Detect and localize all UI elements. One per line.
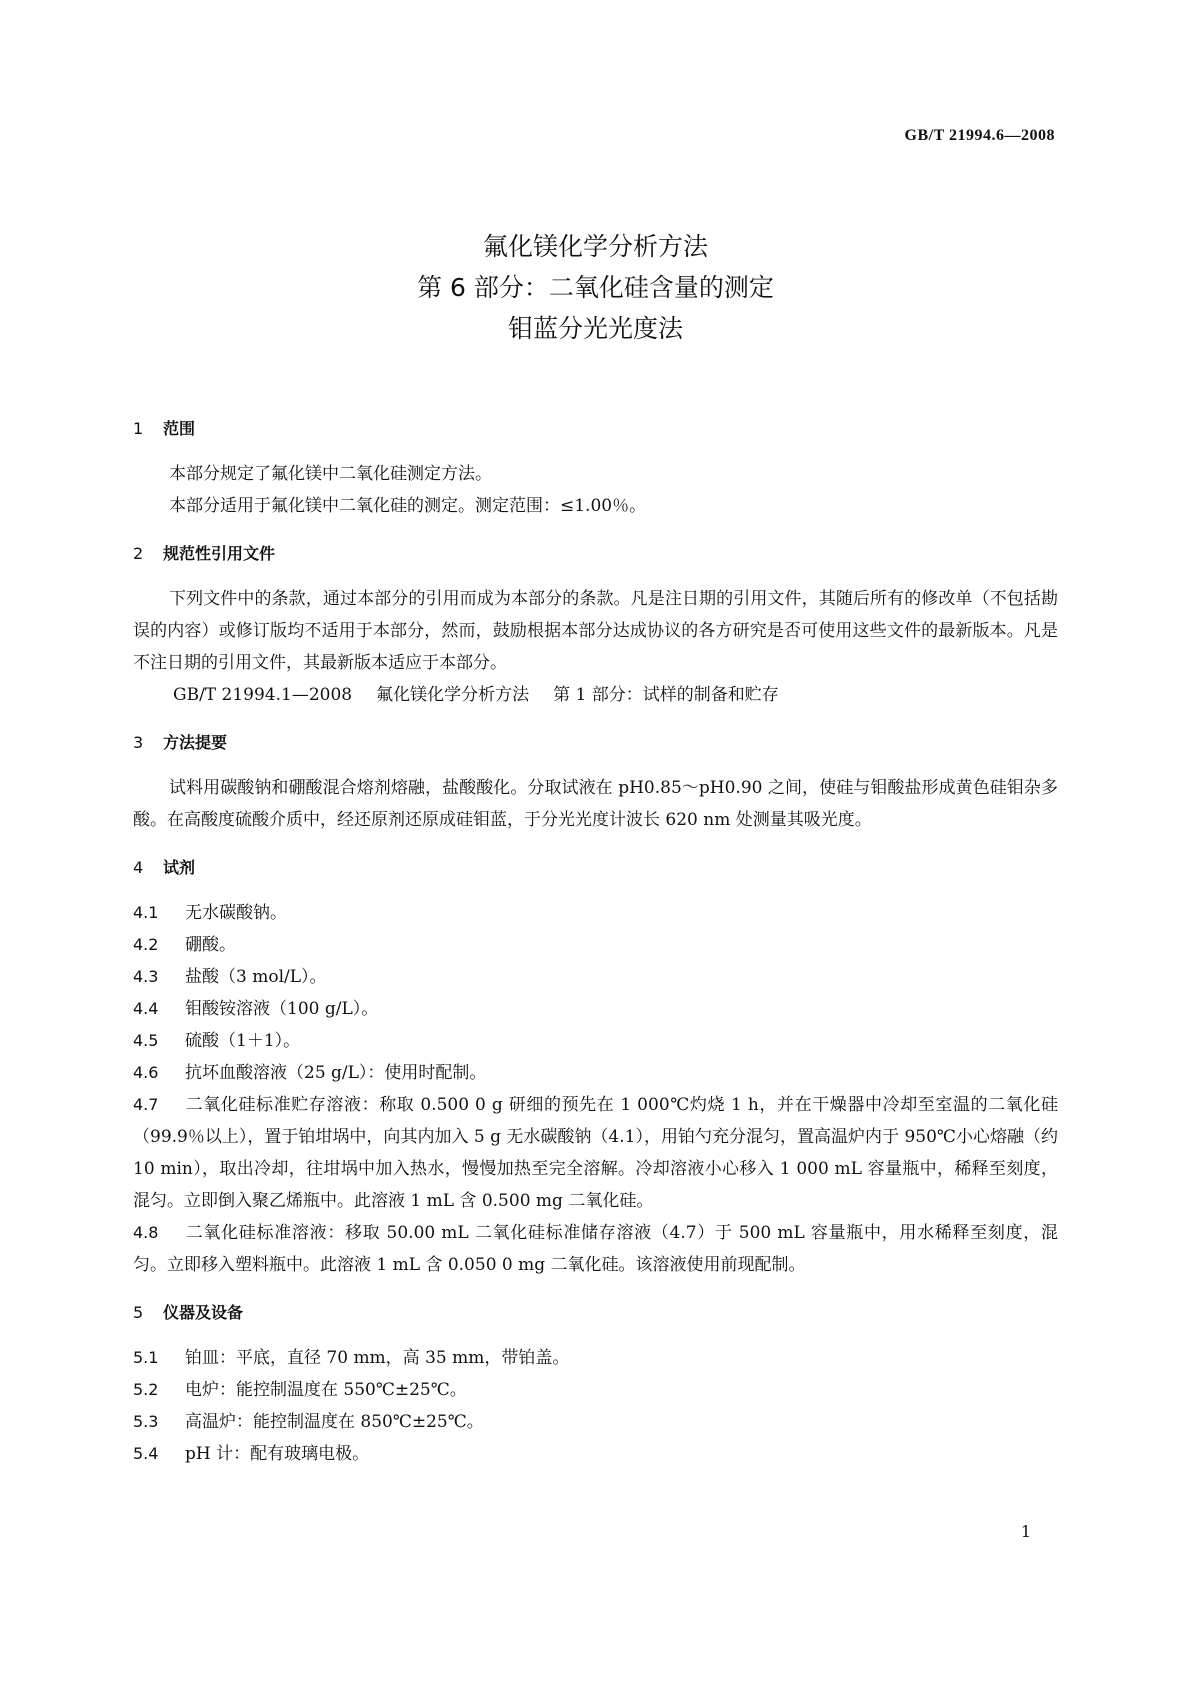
title-line-2: 第 6 部分：二氧化硅含量的测定: [417, 273, 774, 302]
item-number: 4.4: [133, 999, 159, 1018]
paragraph: 试料用碳酸钠和硼酸混合熔剂熔融，盐酸酸化。分取试液在 pH0.85～pH0.90 之间，使硅与钼酸盐形成黄色硅钼杂多酸。在高酸度硫酸介质中，经还原剂还原成硅钼蓝，于分光光度计波长 620 nm 处测量其吸光度。: [133, 778, 1058, 830]
item-text: 电炉：能控制温度在 550℃±25℃。: [185, 1380, 467, 1400]
title-line-1: 氟化镁化学分析方法: [482, 232, 708, 261]
title-line-3: 钼蓝分光光度法: [507, 314, 683, 343]
item-text: 二氧化硅标准贮存溶液：称取 0.500 0 g 研细的预先在 1 000℃灼烧 1 h，并在干燥器中冷却至室温的二氧化硅（99.9％以上），置于铂坩埚中，向其内加入 5 g 无水碳酸钠（4.1），用铂勺充分混匀，置高温炉内于 950℃小心熔融（约 10 min），取出冷却，往坩埚中加入热水，慢慢加热至完全溶解。冷却溶液小心移入 1 000 mL 容量瓶中，稀释至刻度，混匀。立即倒入聚乙烯瓶中。此溶液 1 mL 含 0.500 mg 二氧化硅。: [133, 1095, 1058, 1211]
list-item: [133, 1342, 1058, 1374]
document-title: [0, 226, 1191, 349]
section-title: 规范性引用文件: [163, 544, 276, 563]
section-number: 1: [133, 419, 144, 438]
paragraph: 本部分适用于氟化镁中二氧化硅的测定。测定范围：≤1.00％。: [169, 496, 647, 516]
list-item: [133, 897, 1058, 929]
list-item: [133, 1217, 1058, 1281]
item-number: 5.2: [133, 1380, 159, 1399]
section-heading-reagents: [133, 854, 1058, 881]
item-text: 高温炉：能控制温度在 850℃±25℃。: [185, 1412, 484, 1432]
list-item: [133, 993, 1058, 1025]
section-number: 3: [133, 733, 144, 752]
item-text: pH 计：配有玻璃电极。: [185, 1444, 370, 1464]
list-item: [133, 1089, 1058, 1217]
section-heading-normative-references: [133, 540, 1058, 567]
item-number: 4.3: [133, 967, 159, 986]
item-text: 无水碳酸钠。: [185, 903, 287, 923]
section-heading-scope: [133, 415, 1058, 442]
reference-code: GB/T 21994.1—2008: [173, 685, 353, 705]
section-title: 试剂: [163, 858, 196, 877]
item-number: 4.6: [133, 1063, 159, 1082]
section-number: 4: [133, 858, 144, 877]
list-item: [133, 1057, 1058, 1089]
paragraph: 下列文件中的条款，通过本部分的引用而成为本部分的条款。凡是注日期的引用文件，其随后所有的修改单（不包括勘误的内容）或修订版均不适用于本部分，然而，鼓励根据本部分达成协议的各方研究是否可使用这些文件的最新版本。凡是不注日期的引用文件，其最新版本适应于本部分。: [133, 589, 1058, 673]
standard-code: GB/T 21994.6—2008: [904, 127, 1055, 144]
item-number: 5.4: [133, 1444, 159, 1463]
item-number: 5.3: [133, 1412, 159, 1431]
section-title: 范围: [163, 419, 196, 438]
section-heading-apparatus: [133, 1299, 1058, 1326]
item-number: 4.5: [133, 1031, 159, 1050]
reference-part: 第 1 部分：试样的制备和贮存: [553, 685, 779, 705]
list-item: [133, 1406, 1058, 1438]
document-body: [133, 415, 1058, 1470]
item-number: 5.1: [133, 1348, 159, 1367]
section-number: 2: [133, 544, 144, 563]
list-item: [133, 1374, 1058, 1406]
paragraph: 本部分规定了氟化镁中二氧化硅测定方法。: [169, 464, 492, 484]
list-item: [133, 1438, 1058, 1470]
section-title: 方法提要: [163, 733, 228, 752]
item-number: 4.8: [133, 1223, 159, 1242]
item-text: 钼酸铵溶液（100 g/L）。: [185, 999, 379, 1019]
reference-title: 氟化镁化学分析方法: [376, 685, 530, 705]
item-number: 4.1: [133, 903, 159, 922]
reference-entry: [133, 679, 1058, 711]
section-number: 5: [133, 1303, 144, 1322]
item-number: 4.2: [133, 935, 159, 954]
list-item: [133, 1025, 1058, 1057]
item-text: 盐酸（3 mol/L）。: [185, 967, 327, 987]
list-item: [133, 929, 1058, 961]
section-title: 仪器及设备: [163, 1303, 244, 1322]
page-number: 1: [1020, 1522, 1031, 1541]
item-text: 二氧化硅标准溶液：移取 50.00 mL 二氧化硅标准储存溶液（4.7）于 500 mL 容量瓶中，用水稀释至刻度，混匀。立即移入塑料瓶中。此溶液 1 mL 含 0.050 0 mg 二氧化硅。该溶液使用前现配制。: [133, 1223, 1058, 1275]
list-item: [133, 961, 1058, 993]
item-text: 硼酸。: [185, 935, 236, 955]
item-text: 硫酸（1＋1）。: [185, 1031, 301, 1051]
section-heading-method-principle: [133, 729, 1058, 756]
item-number: 4.7: [133, 1095, 159, 1114]
item-text: 铂皿：平底，直径 70 mm，高 35 mm，带铂盖。: [185, 1348, 570, 1368]
item-text: 抗坏血酸溶液（25 g/L）：使用时配制。: [185, 1063, 487, 1083]
